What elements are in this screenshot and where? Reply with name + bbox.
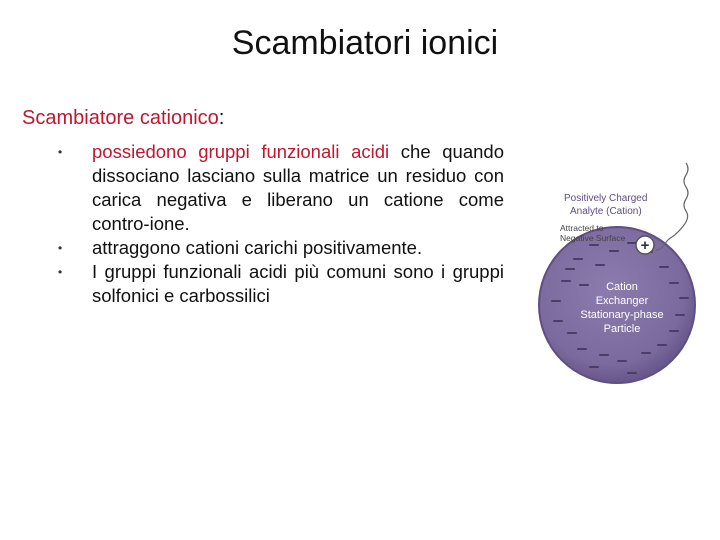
bullet-item: [52, 140, 504, 236]
section-heading-colon: :: [218, 107, 225, 129]
bullet-text: [92, 140, 504, 236]
section-heading-accent: Scambiatore cationico: [22, 107, 219, 129]
bullet-item: [52, 236, 504, 260]
bullet-dot-icon: •: [58, 265, 63, 279]
cation-exchanger-illustration: [530, 155, 720, 385]
analyte-path: [656, 163, 688, 250]
particle-label-4: Particle: [603, 323, 641, 335]
bullet-dot-icon: •: [58, 145, 63, 159]
bullet-accent: possiedono gruppi funzionali acidi: [92, 141, 390, 162]
analyte-label-2: Analyte (Cation): [570, 206, 642, 217]
particle-label-2: Exchanger: [595, 295, 649, 307]
bullet-body: che quando dissociano lasciano sulla matrice un residuo con carica negativa e liberano un catione come contro-ione.: [92, 141, 504, 234]
bullet-text: [92, 260, 504, 308]
bullet-text: [92, 236, 504, 260]
cation-exchanger-diagram: [530, 155, 720, 385]
bullet-list: [52, 140, 504, 308]
plus-symbol: +: [640, 237, 650, 254]
particle-label-1: Cation: [606, 281, 638, 293]
attracted-label-2: Negative Surface: [560, 233, 626, 243]
bullet-dot-icon: •: [58, 241, 63, 255]
slide-title: Scambiatori ionici: [231, 24, 499, 62]
attracted-label-1: Attracted to: [560, 223, 604, 233]
analyte-label-1: Positively Charged: [564, 193, 648, 204]
section-heading: [22, 107, 224, 130]
particle-label-3: Stationary-phase: [580, 309, 664, 321]
bullet-item: [52, 260, 504, 308]
bullet-body: I gruppi funzionali acidi più comuni sono i gruppi solfonici e carbossilici: [92, 261, 504, 306]
bullet-body: attraggono cationi carichi positivamente.: [92, 237, 423, 258]
